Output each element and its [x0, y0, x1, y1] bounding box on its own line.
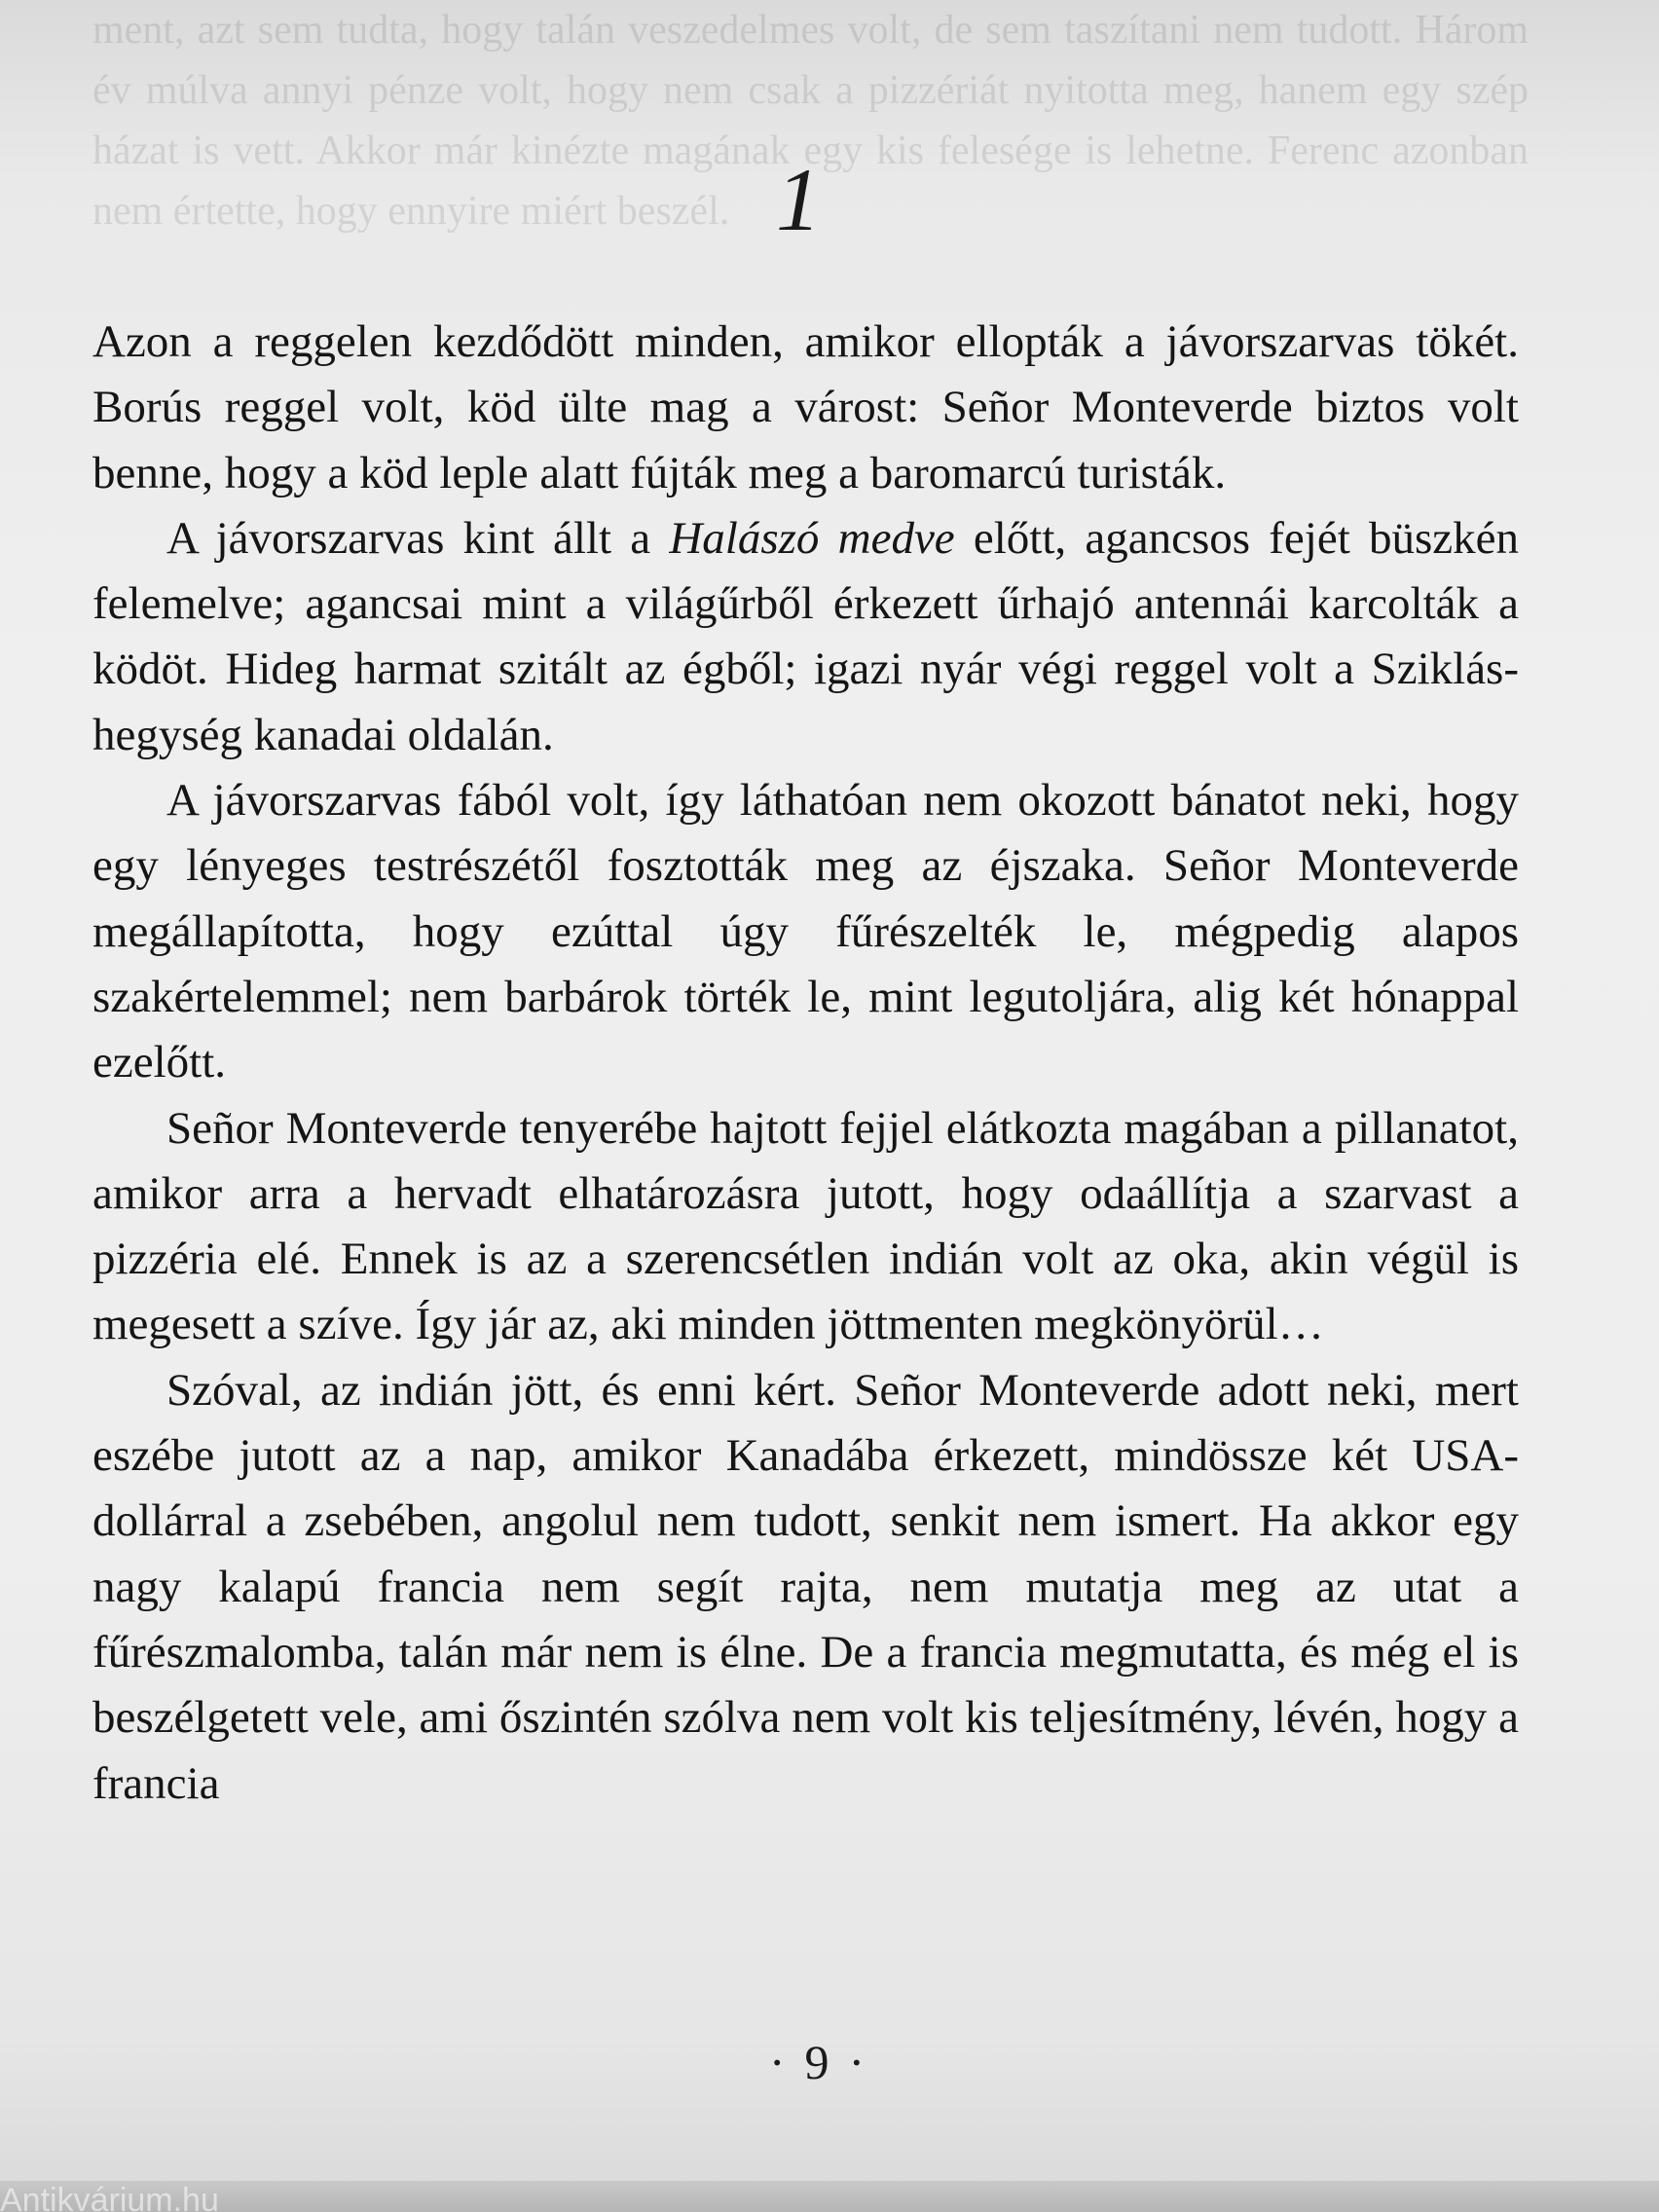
- paragraph-text: Señor Monteverde tenyerébe hajtott fejjel elátkozta magában a pillanatot, amikor arra a hervadt elhatározásra jutott, hogy odaállítja a szarvast a pizzéria elé. Ennek is az a szerencsétlen indián volt az oka, akin végül is megesett a szíve. Így jár az, aki minden jöttmenten megkönyörül…: [92, 1102, 1519, 1350]
- watermark: Antikvárium.hu: [0, 2182, 219, 2212]
- paragraph: [92, 768, 1519, 1095]
- restaurant-name: Halászó medve: [669, 512, 955, 564]
- paragraph: [92, 1358, 1519, 1817]
- paragraph-text: A jávorszarvas fából volt, így láthatóan nem okozott bánatot neki, hogy egy lényeges testrészétől fosztották meg az éjszaka. Señor Monteverde megállapította, hogy ezúttal úgy fűrészelték le, mégpedig alapos szakértelemmel; nem barbárok törték le, mint legutoljára, alig két hónappal ezelőtt.: [92, 775, 1519, 1088]
- page-number: [0, 2033, 1636, 2091]
- paragraph: [92, 310, 1519, 506]
- paragraph-text: Szóval, az indián jött, és enni kért. Señor Monteverde adott neki, mert eszébe jutott az a nap, amikor Kanadába érkezett, mindössze két USA-dollárral a zsebében, angolul nem tudott, senkit nem ismert. Ha akkor egy nagy kalapú francia nem segít rajta, nem mutatja meg az utat a fűrészmalomba, talán már nem is élne. De a francia megmutatta, és még el is beszélgetett vele, ami őszintén szólva nem volt kis teljesítmény, lévén, hogy a francia: [92, 1364, 1519, 1809]
- page-number-value: 9: [804, 2035, 831, 2089]
- photo-bottom-edge: [0, 2181, 1659, 2212]
- bleed-through-text: ment, azt sem tudta, hogy talán veszedelmes volt, de sem taszítani nem tudott. Három év múlva annyi pénze volt, hogy nem csak a pizzériát nyitotta meg, hanem egy szép házat is vett. Akkor már kinézte magának egy kis felesége is lehetne. Ferenc azonban nem értette, hogy ennyire miért beszél.: [92, 8, 1529, 234]
- page-number-dot: ·: [768, 2035, 788, 2089]
- page-number-dot: ·: [848, 2035, 867, 2089]
- paragraph: [92, 506, 1519, 768]
- paragraph-text: A jávorszarvas kint állt a: [166, 512, 670, 564]
- chapter-number: 1: [776, 150, 821, 249]
- paragraph: [92, 1096, 1519, 1358]
- paragraph-text: Azon a reggelen kezdődött minden, amikor ellopták a jávorszarvas tökét. Borús reggel volt, köd ülte mag a várost: Señor Monteverde biztos volt benne, hogy a köd leple alatt fújták meg a baromarcú turisták.: [92, 316, 1519, 498]
- body-text: [92, 310, 1519, 1817]
- paragraph-text: előtt, agancsos fejét büszkén felemelve; agancsai mint a világűrből érkezett űrhajó antennái karcolták a ködöt. Hideg harmat szitált az égből; igazi nyár végi reggel volt a Sziklás-hegység kanadai oldalán.: [92, 512, 1519, 760]
